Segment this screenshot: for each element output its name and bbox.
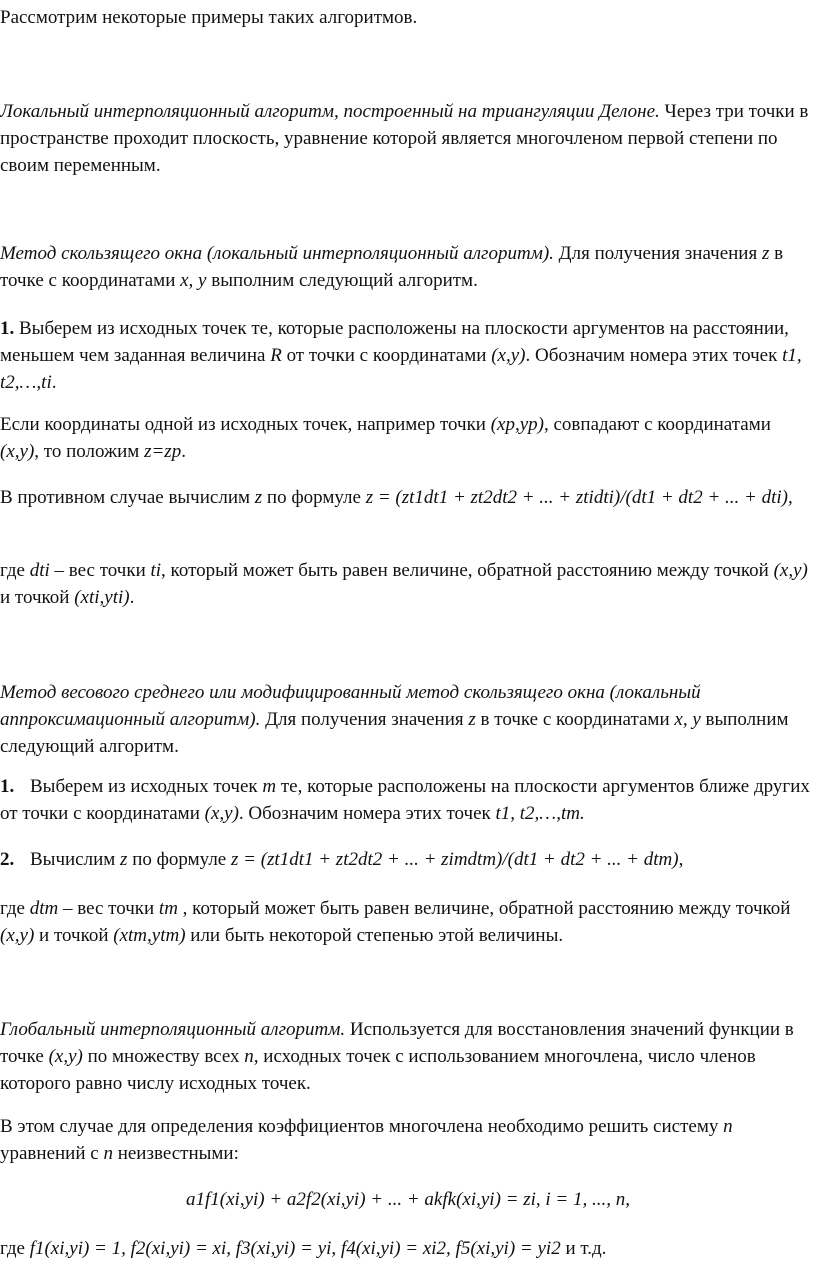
equation-system — [0, 1186, 816, 1213]
weight-paragraph: где dti – вес точки ti, который может быть равен величине, обратной расстоянию между точкой (x,y) и точкой (xti,yti). — [0, 560, 808, 608]
global-paragraph: Глобальный интерполяционный алгоритм. Используется для восстановления значений функции в точке (x,y) по множеству всех n, исходных точек с использованием многочлена, число членов которого равно числу исходных точек. — [0, 1019, 794, 1094]
step-number: 1. — [0, 318, 15, 339]
equation: a1f1(xi,yi) + a2f2(xi,yi) + ... + akfk(xi,yi) = zi, i = 1, ..., n, — [186, 1189, 630, 1210]
step-2-paragraph: 1. Выберем из исходных точек m те, которые расположены на плоскости аргументов ближе других от точки с координатами (x,y). Обозначим номера этих точек t1, t2,…,tm. — [0, 773, 814, 827]
point-indices: t1, t2,…,tm. — [495, 803, 585, 824]
basis-functions: f1(xi,yi) = 1, f2(xi,yi) = xi, f3(xi,yi) = yi, f4(xi,yi) = xi2, f5(xi,yi) = yi2 — [29, 1238, 561, 1259]
formula-paragraph: В противном случае вычислим z по формуле z = (zt1dt1 + zt2dt2 + ... + ztidti)/(dt1 + dt2 + ... + dti), — [0, 487, 793, 508]
step-number: 2. — [0, 849, 15, 870]
basis-paragraph: где f1(xi,yi) = 1, f2(xi,yi) = xi, f3(xi,yi) = yi, f4(xi,yi) = xi2, f5(xi,yi) = yi2 и т.д. — [0, 1238, 607, 1259]
point-indices: t1, t2,…,ti — [0, 345, 802, 393]
system-paragraph: В этом случае для определения коэффициентов многочлена необходимо решить систему n уравнений с n неизвестными: — [0, 1116, 733, 1164]
formula: z = (zt1dt1 + zt2dt2 + ... + zimdtm)/(dt1 + dt2 + ... + dtm) — [230, 849, 679, 870]
section-title: Глобальный интерполяционный алгоритм. — [0, 1019, 346, 1040]
section-title: Метод весового среднего или модифицированный метод скользящего окна (локальный аппроксимационный алгоритм). — [0, 682, 701, 730]
weight-2-paragraph: где dtm – вес точки tm , который может быть равен величине, обратной расстоянию между точкой (x,y) и точкой (xtm,ytm) или быть некоторой степенью этой величины. — [0, 898, 791, 946]
step-3-paragraph: 2. Вычислим z по формуле z = (zt1dt1 + zt2dt2 + ... + zimdtm)/(dt1 + dt2 + ... + dtm), — [0, 846, 814, 873]
intro-paragraph: Рассмотрим некоторые примеры таких алгоритмов. — [0, 7, 418, 28]
section-title: Метод скользящего окна (локальный интерполяционный алгоритм). — [0, 243, 554, 264]
step-number: 1. — [0, 776, 15, 797]
coincidence-paragraph: Если координаты одной из исходных точек, например точки (xp,yp), совпадают с координатами (x,y), то положим z=zp. — [0, 414, 771, 462]
weighted-average-paragraph: Метод весового среднего или модифицированный метод скользящего окна (локальный аппроксимационный алгоритм). Для получения значения z в точке с координатами x, y выполним следующий алгоритм. — [0, 682, 789, 757]
delaunay-paragraph: Локальный интерполяционный алгоритм, построенный на триангуляции Делоне. Через три точки в пространстве проходит плоскость, уравнение которой является многочленом первой степени по своим переменным. — [0, 101, 809, 176]
sliding-window-paragraph: Метод скользящего окна (локальный интерполяционный алгоритм). Для получения значения z в точке с координатами x, y выполним следующий алгоритм. — [0, 243, 784, 291]
section-title: Локальный интерполяционный алгоритм, построенный на триангуляции Делоне. — [0, 101, 660, 122]
formula: z = (zt1dt1 + zt2dt2 + ... + ztidti)/(dt1 + dt2 + ... + dti) — [365, 487, 788, 508]
step-1-paragraph: 1. Выберем из исходных точек те, которые расположены на плоскости аргументов на расстоянии, меньшем чем заданная величина R от точки с координатами (x,y). Обозначим номера этих точек t1, t2,…,ti. — [0, 318, 802, 393]
